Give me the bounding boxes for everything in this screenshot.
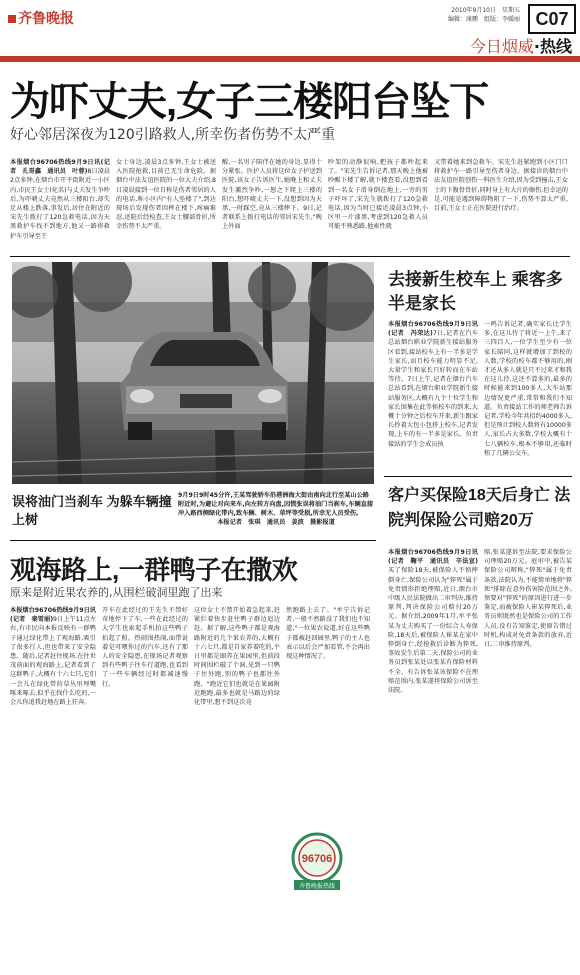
section-name: 今日烟威 bbox=[469, 37, 534, 56]
story4-byline: 本报烟台96706热线9月9日讯(记者 秦雪丽) bbox=[10, 607, 96, 624]
story2-column-1 bbox=[388, 320, 478, 449]
story2-text-1: 7日,记者在汽车总站烟台职业学院新生接站服务区看到,接站校车上有一半多是学生家长,而且校车能力明显不足,大量学生和家长只好转而在车站等待。7日上午,记者在烟台汽车总站看到,在烟台职业学院新生接站服务区,大概有九个十位学生和家长围集在此等候校车的到来,大概十分钟之后校车开来,新生跟家长拎着大包小包挤上校车,记者发现,上车的有一半多是家长。负责接站的学生会成员执 bbox=[388, 330, 478, 448]
story2-column-2: 一鸣告诉记者,确实家长比学生多,在这儿待了将近一上午,来了三四百人,一位学生至少有一位家长陪同,这样就增加了到校的人数,学校的校车都不够用的,刚才还从多人就是只不过来才和我在这儿待,这还不算多的,最多的时候能来到100多人,大车站那边情况更严重,常常和我们不知道。负责接站工作的师老师告诉记者,学校今年共招约4000多人,但是预计到校人数将有10000多人,家长占大多数,学校大概有十七八辆校车,根本不够用,还临时租了几辆公交车。 bbox=[484, 321, 572, 457]
issue-date: 2010年9月10日 星期五 bbox=[451, 7, 520, 14]
masthead bbox=[0, 0, 580, 62]
hotline-logo-icon bbox=[284, 832, 350, 892]
accident-photo bbox=[12, 262, 374, 484]
story3-column-1 bbox=[388, 548, 478, 695]
story1-column-1 bbox=[10, 158, 110, 241]
photo-credit: 本报记者 张琪 通讯员 姜波 摄影报道 bbox=[217, 519, 335, 526]
story1-byline: 本报烟台96706热线9月9日讯(记者 孔哥鑫 通讯员 叶蓉) bbox=[10, 159, 110, 176]
story1-text-1: 8日凌晨2点多钟,在烟台市开平街附近一小区内,市民王女士(化名)与丈夫发生争吵后,为吓唬丈夫竟然从三楼阳台,却失足从楼上跌落,事发后,居住在附近的宋先生拨打了120急救电话,因为天黑救护车找不到地方,他又一路将救护车引导至王 bbox=[10, 168, 111, 240]
issue-editors: 编辑：康鹏 组版：李媛丽 bbox=[447, 16, 520, 23]
hotline-badge bbox=[284, 832, 350, 892]
story4-column-2: 开车在此经过的王先生不禁好奇地停下了车,一些在此经过的大学生也索起手机拍这些鸭子拍起了照。热闹围热闹,面带说着是可喂你过的汽车,还有了那人的安全隐患,在现场记者观察到有些鸭子往车行道跑,也看到了一些车辆经过时都减速慢行。 bbox=[102, 607, 188, 688]
hotline-number: 96706 bbox=[301, 853, 333, 865]
story1-column-3: 醒,一名男子陪伴在她的身边,显得十分紧张。医护人员将这位女子护送到医院,该女子告诉医生,她晚上和丈夫发生激烈争吵,一怒之下爬上三楼的阳台,想吓唬丈夫一下,没想到因为天黑,一时踩空,竟从三楼摔下。9日,记者联系上拨打电话的邻居宋先生,"晚上外面 bbox=[222, 159, 322, 231]
photo-headline: 误将油门当刹车 为躲车辆撞上树 bbox=[12, 494, 172, 527]
story4-column-3: 这位女士不禁开始着急起来,赶紧拦着快步赶往鸭子群边追边赶。据了解,这些鸭子都是观海路附近的几个果农养的,大概有十六七只,都是自家养着吃的,平日里都是圈养在果园里,但前段时间围栏破了个洞,见到一只鸭子往外跑,别的鸭子也都往外跑。"跑近它们也就是在果园附近跑跑,最多也就是马路边的绿化带里,想不到这次竟 bbox=[194, 607, 280, 707]
issue-meta bbox=[448, 6, 520, 24]
divider bbox=[10, 256, 570, 257]
story1-column-5: 又带着她来到急救车。宋先生赶紧跑到小区门口将救护车一路引导至伤者身边。据接诊的烟台中法友谊医院创伤一科医生介绍,因为受到撞击,王女士的下腹骨骨折,同时身上有大片的擦伤,但幸运的是,可能是遇到障碍物阻了一下,伤势不算太严重,目前,王女士正在医院进行治疗。 bbox=[434, 159, 568, 213]
story3-text-1: 买了保险18天,被保险人不慎摔倒身亡,保险公司认为"猝死"属于免责情形拒绝理赔,近日,烟台市中级人民法院做出二审判决,维持原判,判决保险公司赔付20万元。据介绍,2009年1月,牟平张某为丈夫购买了一份综合人寿保险,18天后,被保险人崔某在家中猝倒身亡,经抢救后诊断为猝死,事故发生后第二天,保险公司的业务员到张某处以张某有保险材料不全、有告诉张某该保险不在理赔范围内,张某遂将保险公司诉至法院。 bbox=[388, 567, 478, 695]
car-in-trees-image bbox=[12, 262, 374, 484]
masthead-rule bbox=[0, 56, 580, 62]
story4-column-4: 然跑路上去了。"牟宁告诉记者,一般不然路没了我们也不知道,"一位果农说道,好在这些鸭子都被赶回园里,鸭子的主人也表示以后会严加看管,不会再出现这种情况了。 bbox=[286, 607, 370, 661]
story4-subhead: 原来是附近果农养的,从围栏破洞里跑了出来 bbox=[10, 586, 223, 599]
story3-column-2: 赔,张某遂诉至法院,要求保险公司理赔20万元。庭审中,被告某保险公司辩称,"猝死"属于免责条款,法院认为,不能简单地将"猝死"排除在意外伤害险范围之外,须要对"猝死"的原因进行进一步鉴定,而被保险人崔某猝死后,业务员则既然也是保险公司的工作人员,没有告知鉴定,使原告错过时机,构成对免责条款的放弃,近日,二审维持原判。 bbox=[484, 549, 572, 649]
photo-caption-block bbox=[178, 491, 374, 527]
story4-text-1: 9日上午11点左右,有市民向本报反映有一群鸭子通过绿化带上了观海路,吸引了很多行人,但也带来了安全隐患。随后,记者赶往现场,在往世茂前面的观海路上,记者看到了这群鸭子,大概有十六七只,它们一会儿在绿化带的草丛里埋嘴啄来啄去,似乎在找什么吃的,一会儿你追我赶地在路上狂奔。 bbox=[10, 616, 97, 707]
divider bbox=[10, 540, 376, 541]
story1-headline: 为吓丈夫,女子三楼阳台坠下 bbox=[10, 80, 489, 124]
section-tag: 热线 bbox=[539, 37, 572, 56]
story1-column-4: 吵架的动静很响,把孩子都吵起来了。"宋先生告诉记者,那天晚上他被吵醒下楼了解,就下楼查看,没想到看到一名女子滑身倒在地上,一旁的男子吓坏了,宋先生就拨打了120急救电话,因为当时已接近凌晨3点钟,小区里一片漆黑,考虑到120急救人员可能不熟悉路,他索性就 bbox=[328, 159, 428, 231]
story1-subhead: 好心邻居深夜为120引路救人,所幸伤者伤势不太严重 bbox=[10, 127, 336, 143]
hotline-label: 齐鲁晚报热线 bbox=[298, 883, 336, 890]
story1-column-2: 女士身边,凌晨3点多钟,王女士被送入医院抢救,目前已无生命危险。据烟台中法友谊医院的一位大夫介绍,8日凌晨接到一位自称是伤者邻居的人的电话,称小区内"有人坠楼了",到达现场后发现伤者因摔在楼下,疼痛难忍,送院后经检查,王女士腰部骨折,所幸伤势不太严重。 bbox=[116, 159, 216, 231]
story2-byline: 本报烟台96706热线9月9日讯(记者 冯荣达) bbox=[388, 321, 478, 338]
story4-column-1 bbox=[10, 606, 96, 707]
story2-headline: 去接新生校车上 乘客多半是家长 bbox=[388, 270, 563, 313]
story3-headline: 客户买保险18天后身亡 法院判保险公司赔20万 bbox=[388, 487, 571, 529]
photo-caption: 9月9日9时45分许,王某驾驶轿车沿港洲海大街由南向北行至某山公路附近时,为避让对向来车,向左转方向盘,因慌张误将油门当刹车,车辆直接冲入路西侧绿化带内,致车辆、树木、草坪等受损,所幸无人员受伤。 bbox=[178, 492, 374, 517]
story4-headline: 观海路上,一群鸭子在撒欢 bbox=[10, 555, 298, 585]
story3-byline: 本报烟台96706热线9月9日讯(记者 鞠平 通讯员 辛法宣) bbox=[388, 549, 478, 566]
divider bbox=[384, 476, 572, 477]
section-title: 今日烟威·热线 bbox=[469, 37, 572, 56]
page-number: C07 bbox=[528, 4, 576, 34]
newspaper-logo: 齐鲁晚报 bbox=[8, 8, 74, 28]
